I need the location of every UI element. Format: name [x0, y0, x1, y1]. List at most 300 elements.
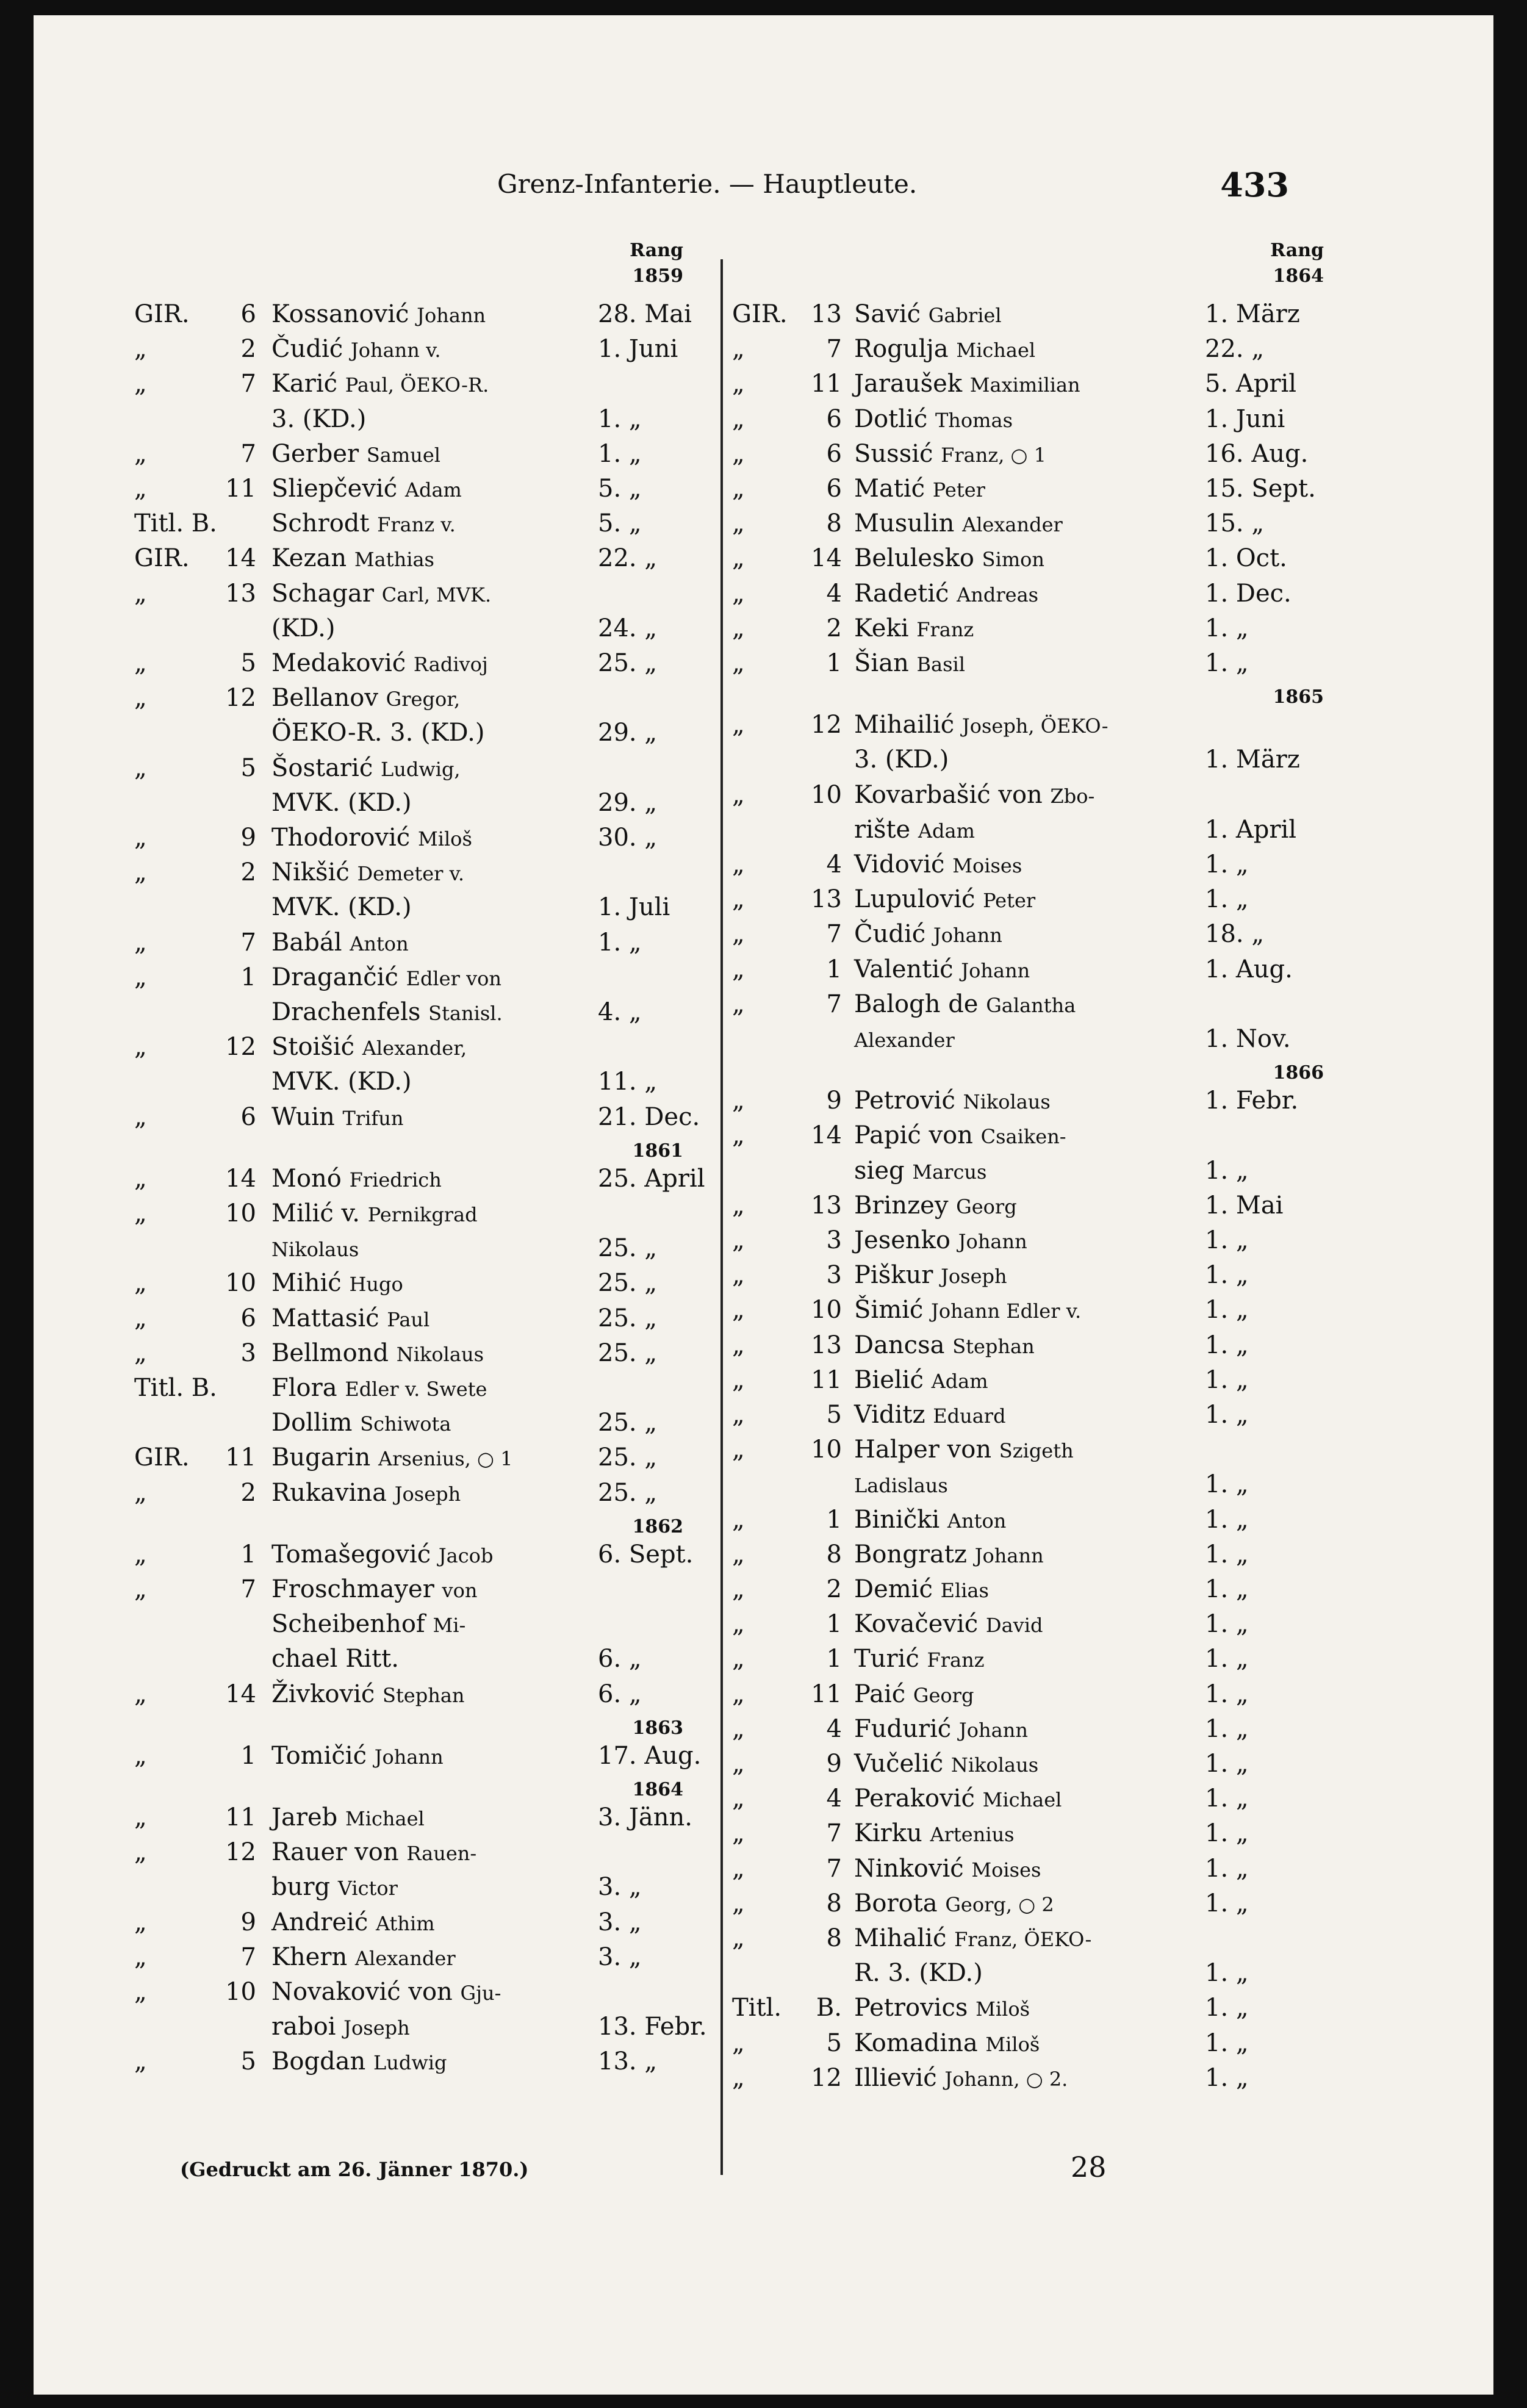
list-entry — [732, 849, 1342, 880]
regiment-label: „ — [134, 1908, 147, 1936]
year-heading: 1865 — [1273, 686, 1324, 708]
rank-date: 3. Jänn. — [598, 1803, 692, 1831]
rank-date: 25. April — [598, 1164, 705, 1193]
given-name: Edler v. Swete — [345, 1378, 487, 1401]
given-name: Ludwig — [373, 2051, 447, 2075]
given-name: Franz, ÖEKO- — [954, 1928, 1092, 1951]
print-date: (Gedruckt am 26. Jänner 1870.) — [180, 2158, 529, 2181]
rank-date: 3. „ — [598, 1908, 642, 1936]
regiment-number: 13 — [225, 579, 256, 608]
given-name: Anton — [947, 1509, 1007, 1533]
regiment-label: GIR. — [134, 1443, 190, 1472]
entry-name — [854, 1504, 1006, 1536]
list-entry — [134, 962, 708, 993]
entry-name — [271, 299, 486, 331]
entry-name — [854, 368, 1080, 400]
entry-name — [271, 1442, 512, 1474]
page-header — [34, 165, 1493, 212]
rank-date: 6. „ — [598, 1645, 642, 1673]
given-name: Alexander — [354, 1946, 456, 1970]
surname: Froschmayer — [271, 1575, 434, 1603]
regiment-label: „ — [134, 1339, 147, 1367]
entry-name — [271, 1338, 484, 1370]
given-name: Artenius — [930, 1823, 1015, 1847]
given-name: Mathias — [354, 548, 434, 572]
surname: Rauer von — [271, 1838, 399, 1867]
rank-date: 4. „ — [598, 998, 642, 1026]
entry-name — [854, 1574, 989, 1606]
list-entry — [134, 1574, 708, 1605]
regiment-label: „ — [732, 544, 745, 573]
entry-name — [854, 1993, 1030, 2024]
regiment-label: „ — [732, 579, 745, 608]
regiment-label: „ — [134, 1680, 147, 1708]
surname: Šian — [854, 649, 909, 677]
entry-name — [854, 439, 1046, 470]
regiment-label: Titl. — [732, 1994, 782, 2022]
regiment-label: „ — [732, 2063, 745, 2092]
given-name: Moises — [971, 1858, 1041, 1881]
rank-date: 1. „ — [598, 928, 642, 957]
list-entry — [732, 2063, 1342, 2093]
list-entry — [732, 1295, 1342, 1325]
regiment-label: „ — [732, 1680, 745, 1708]
list-entry — [732, 1085, 1342, 1116]
entry-name — [271, 1303, 429, 1335]
entry-name — [271, 1872, 398, 1903]
surname: Matić — [854, 475, 925, 503]
surname: Medaković — [271, 649, 406, 677]
entry-name — [271, 927, 409, 959]
list-entry — [732, 954, 1342, 985]
regiment-number: 1 — [826, 1505, 842, 1534]
entry-name — [271, 962, 501, 994]
surname: Fudurić — [854, 1714, 952, 1743]
rank-date: 1. „ — [1205, 614, 1249, 642]
regiment-label: „ — [134, 1741, 147, 1770]
regiment-number: 11 — [811, 370, 842, 398]
regiment-label: „ — [732, 509, 745, 538]
surname: Lupulović — [854, 885, 975, 914]
regiment-label: „ — [134, 1164, 147, 1193]
regiment-label: „ — [134, 1803, 147, 1831]
rank-date: 1. „ — [1205, 850, 1249, 879]
regiment-number: 9 — [826, 1087, 842, 1115]
regiment-label: „ — [732, 1261, 745, 1290]
rank-date: 1. „ — [1205, 1401, 1249, 1429]
surname: Rukavina — [271, 1478, 387, 1507]
given-name: Johann — [417, 304, 486, 327]
regiment-label: „ — [134, 1033, 147, 1062]
entry-name — [271, 717, 484, 749]
regiment-number: 2 — [826, 614, 842, 642]
surname: Binički — [854, 1505, 940, 1534]
regiment-label: „ — [732, 1505, 745, 1534]
rank-date: 25. „ — [598, 1478, 658, 1507]
entry-name — [271, 1066, 412, 1098]
surname: Brinzey — [854, 1191, 949, 1220]
given-name: Rauen- — [406, 1842, 477, 1866]
regiment-label: „ — [732, 1784, 745, 1813]
list-entry — [134, 1837, 708, 1867]
regiment-number: 6 — [240, 300, 256, 328]
regiment-label: „ — [134, 2047, 147, 2076]
surname: Bellmond — [271, 1339, 389, 1367]
entry-name — [271, 1478, 461, 1509]
rank-date: 1. Juni — [1205, 404, 1285, 433]
regiment-number: 5 — [240, 2047, 256, 2076]
entry-name — [271, 753, 461, 785]
entry-name — [271, 508, 456, 540]
entry-name — [854, 1190, 1017, 1222]
regiment-label: „ — [134, 1978, 147, 2006]
year-heading: 1864 — [632, 1779, 683, 1800]
given-name: Georg — [956, 1195, 1017, 1218]
regiment-label: „ — [134, 1102, 147, 1131]
regiment-number: 6 — [826, 439, 842, 468]
entry-name — [854, 1400, 1006, 1431]
surname: Novaković von — [271, 1978, 453, 2006]
given-name: Anton — [350, 932, 409, 955]
regiment-number: 1 — [826, 1645, 842, 1673]
list-entry — [134, 753, 708, 783]
regiment-label: „ — [134, 1478, 147, 1507]
entry-name — [271, 1102, 403, 1134]
entry-name — [854, 919, 1002, 951]
surname: Turić — [854, 1645, 919, 1673]
rank-date: 13. „ — [598, 2047, 658, 2076]
entry-name — [854, 1120, 1066, 1152]
list-entry — [732, 1679, 1342, 1709]
entry-name — [854, 1748, 1038, 1780]
surname: Babál — [271, 928, 342, 957]
list-entry — [134, 1198, 708, 1229]
regiment-number: 12 — [225, 1838, 256, 1867]
given-name: Jacob — [438, 1544, 494, 1567]
year-heading: 1864 — [1273, 265, 1324, 287]
entry-name — [854, 814, 975, 846]
rank-date: 1. „ — [1205, 885, 1249, 914]
rank-date: 1. „ — [1205, 1156, 1249, 1185]
rank-date: 1. „ — [1205, 1610, 1249, 1639]
surname: Drachenfels — [271, 998, 421, 1026]
entry-name — [271, 1837, 476, 1869]
regiment-number: 14 — [225, 1680, 256, 1708]
page-title: Grenz-Infanterie. — Hauptleute. — [497, 169, 918, 199]
entry-name — [854, 1679, 974, 1711]
entry-name — [854, 780, 1094, 811]
list-entry — [732, 814, 1342, 845]
regiment-label: „ — [134, 1304, 147, 1332]
rank-date: 1. „ — [1205, 1365, 1249, 1394]
regiment-number: 1 — [240, 1741, 256, 1770]
entry-name — [854, 1818, 1015, 1850]
entry-name — [854, 299, 1002, 331]
regiment-label: „ — [732, 649, 745, 677]
entry-name — [271, 473, 462, 505]
regiment-number: 7 — [240, 370, 256, 398]
entry-name — [271, 1609, 465, 1641]
regiment-label: „ — [732, 1889, 745, 1917]
regiment-label: „ — [732, 1610, 745, 1639]
given-name: Radivoj — [413, 653, 488, 676]
regiment-label: „ — [134, 963, 147, 991]
surname: 3. (KD.) — [854, 746, 949, 774]
surname: Demić — [854, 1575, 933, 1603]
given-name: Gregor, — [386, 688, 461, 711]
list-entry — [134, 717, 708, 748]
given-name: Paul — [387, 1307, 430, 1331]
rank-date: 29. „ — [598, 788, 658, 817]
entry-name — [854, 613, 974, 645]
list-entry — [732, 1365, 1342, 1395]
given-name: Eduard — [933, 1404, 1006, 1428]
given-name: Elias — [940, 1579, 989, 1602]
given-name: Edler von — [406, 966, 502, 990]
given-name: Stephan — [383, 1683, 465, 1707]
rank-date: 1. „ — [1205, 1470, 1249, 1499]
year-heading: 1866 — [1273, 1062, 1324, 1084]
rank-date: 5. April — [1205, 370, 1297, 398]
list-entry — [134, 334, 708, 364]
surname: Piškur — [854, 1261, 933, 1290]
entry-name — [271, 613, 335, 645]
list-entry — [134, 578, 708, 609]
list-entry — [732, 1714, 1342, 1744]
rank-date: 1. „ — [1205, 1505, 1249, 1534]
given-name: Johann — [933, 924, 1002, 947]
rank-date: 15. „ — [1205, 509, 1265, 538]
list-entry — [732, 334, 1342, 364]
surname: Kovačević — [854, 1610, 979, 1639]
signature-mark: 28 — [1071, 2151, 1107, 2183]
year-heading: 1861 — [632, 1140, 683, 1162]
given-name: Nikolaus — [271, 1238, 359, 1262]
surname: Flora — [271, 1374, 337, 1402]
regiment-number: 10 — [225, 1199, 256, 1227]
regiment-number: 5 — [240, 649, 256, 677]
regiment-number: 7 — [826, 1854, 842, 1883]
list-entry — [732, 1400, 1342, 1430]
rank-date: 1. Aug. — [1205, 955, 1293, 983]
rank-date: 21. Dec. — [598, 1102, 700, 1131]
column-divider — [720, 259, 723, 2175]
regiment-label: „ — [732, 1924, 745, 1952]
regiment-label: „ — [134, 1838, 147, 1867]
rank-date: 3. „ — [598, 1873, 642, 1902]
entry-name — [271, 857, 464, 889]
list-entry — [134, 1872, 708, 1902]
list-entry — [134, 1907, 708, 1938]
surname: Radetić — [854, 579, 949, 608]
regiment-number: 6 — [240, 1102, 256, 1131]
list-entry — [134, 788, 708, 818]
regiment-label: Titl. B. — [134, 509, 217, 538]
entry-name — [271, 822, 472, 854]
given-name: Gabriel — [928, 304, 1002, 327]
entry-name — [271, 543, 434, 575]
list-entry — [732, 1853, 1342, 1884]
list-entry — [732, 1434, 1342, 1465]
surname: MVK. (KD.) — [271, 893, 412, 922]
regiment-label: „ — [134, 1943, 147, 1971]
given-name: Franz — [927, 1648, 985, 1672]
rank-date: 1. „ — [1205, 1680, 1249, 1708]
list-entry — [134, 857, 708, 888]
surname: Kirku — [854, 1819, 922, 1848]
surname: Bongratz — [854, 1540, 967, 1569]
surname: Karić — [271, 370, 338, 398]
surname: Mattasić — [271, 1304, 379, 1332]
list-entry — [134, 927, 708, 958]
list-entry — [732, 1993, 1342, 2023]
regiment-label: „ — [134, 928, 147, 957]
regiment-label: „ — [134, 1269, 147, 1298]
regiment-number: 7 — [240, 1943, 256, 1971]
regiment-label: „ — [732, 1575, 745, 1603]
surname: Vidović — [854, 850, 945, 879]
given-name: Maximilian — [969, 373, 1080, 397]
regiment-label: „ — [732, 614, 745, 642]
given-name: Samuel — [366, 443, 440, 467]
year-heading: 1862 — [632, 1515, 683, 1537]
regiment-number: 10 — [811, 1296, 842, 1324]
list-entry — [732, 1469, 1342, 1500]
regiment-number: 6 — [826, 404, 842, 433]
regiment-number: 2 — [240, 1478, 256, 1507]
regiment-label: „ — [732, 1226, 745, 1254]
year-heading: 1859 — [632, 265, 683, 287]
regiment-number: 2 — [240, 858, 256, 887]
entry-name — [854, 1888, 1054, 1920]
rank-date: 11. „ — [598, 1068, 658, 1096]
list-entry — [134, 1373, 708, 1403]
given-name: Marcus — [912, 1160, 987, 1184]
surname: Čudić — [854, 920, 926, 949]
given-name: Miloš — [975, 1997, 1030, 2021]
rank-date: 25. „ — [598, 1339, 658, 1367]
regiment-number: 5 — [240, 753, 256, 782]
regiment-number: 4 — [826, 579, 842, 608]
regiment-label: „ — [732, 1750, 745, 1778]
list-entry — [732, 1923, 1342, 1953]
rank-date: 18. „ — [1205, 920, 1265, 949]
regiment-label: „ — [732, 990, 745, 1018]
rank-date: 1. „ — [1205, 1645, 1249, 1673]
surname: Šostarić — [271, 753, 373, 782]
entry-name — [854, 1085, 1051, 1117]
given-name: Johann Edler v. — [931, 1299, 1082, 1323]
surname: Paić — [854, 1680, 906, 1708]
surname: Stoišić — [271, 1033, 355, 1062]
surname: Petrović — [854, 1087, 955, 1115]
given-name: Schiwota — [360, 1412, 451, 1436]
regiment-number: 1 — [240, 963, 256, 991]
entry-name — [854, 543, 1044, 575]
given-name: Athim — [375, 1911, 435, 1935]
surname: MVK. (KD.) — [271, 1068, 412, 1096]
list-entry — [732, 648, 1342, 678]
list-entry — [732, 1155, 1342, 1186]
regiment-label: „ — [134, 649, 147, 677]
entry-name — [854, 1365, 988, 1396]
list-entry — [732, 1609, 1342, 1639]
regiment-number: 1 — [826, 955, 842, 983]
regiment-number: 11 — [225, 1443, 256, 1472]
given-name: Franz, ○ 1 — [941, 443, 1046, 467]
rank-date: 25. „ — [598, 1443, 658, 1472]
entry-name — [854, 578, 1038, 610]
regiment-number: 8 — [826, 1889, 842, 1917]
surname: Jesenko — [854, 1226, 950, 1254]
given-name: Nikolaus — [963, 1090, 1051, 1114]
regiment-number: 13 — [811, 1191, 842, 1220]
given-name: Zbo- — [1050, 784, 1095, 808]
regiment-label: „ — [732, 955, 745, 983]
regiment-label: „ — [732, 1714, 745, 1743]
regiment-label: „ — [732, 1121, 745, 1150]
entry-name — [271, 788, 412, 819]
regiment-label: „ — [134, 824, 147, 852]
entry-name — [854, 849, 1022, 881]
list-entry — [134, 1032, 708, 1062]
regiment-label: „ — [732, 1365, 745, 1394]
list-entry — [732, 439, 1342, 469]
list-entry — [732, 1190, 1342, 1221]
regiment-label: „ — [134, 370, 147, 398]
regiment-label: „ — [732, 1645, 745, 1673]
entry-name — [271, 404, 366, 436]
entry-name — [271, 683, 460, 714]
regiment-label: „ — [134, 335, 147, 364]
entry-name — [854, 508, 1063, 540]
list-entry — [732, 404, 1342, 434]
regiment-number: 10 — [225, 1269, 256, 1298]
regiment-label: „ — [732, 711, 745, 739]
given-name: Basil — [916, 653, 966, 676]
given-name: Johann — [961, 958, 1030, 982]
surname: Kovarbašić von — [854, 780, 1043, 809]
regiment-number: 9 — [240, 1908, 256, 1936]
regiment-label: „ — [732, 1401, 745, 1429]
entry-name — [271, 2046, 447, 2078]
entry-name — [271, 578, 491, 610]
surname: Sliepčević — [271, 475, 398, 503]
rang-label: Rang — [630, 240, 683, 261]
regiment-label: „ — [732, 1540, 745, 1569]
given-name: Ludwig, — [380, 757, 461, 781]
rank-date: 1. April — [1205, 815, 1297, 844]
surname: Jaraušek — [854, 370, 963, 398]
given-name: Andreas — [957, 583, 1039, 606]
entry-name — [271, 892, 412, 924]
given-name: Pernikgrad — [367, 1203, 478, 1226]
rank-date: 22. „ — [598, 544, 658, 573]
entry-name — [271, 648, 488, 680]
regiment-label: „ — [134, 1575, 147, 1603]
list-entry — [732, 1120, 1342, 1151]
given-name: Adam — [404, 478, 462, 501]
list-entry — [134, 1942, 708, 1972]
regiment-number: 10 — [811, 780, 842, 809]
given-name: Johann, ○ 2. — [944, 2067, 1068, 2091]
list-entry — [134, 404, 708, 434]
regiment-number: 8 — [826, 509, 842, 538]
regiment-label: GIR. — [134, 544, 190, 573]
regiment-label: „ — [134, 439, 147, 468]
regiment-number: 8 — [826, 1924, 842, 1952]
entry-name — [271, 1032, 467, 1063]
